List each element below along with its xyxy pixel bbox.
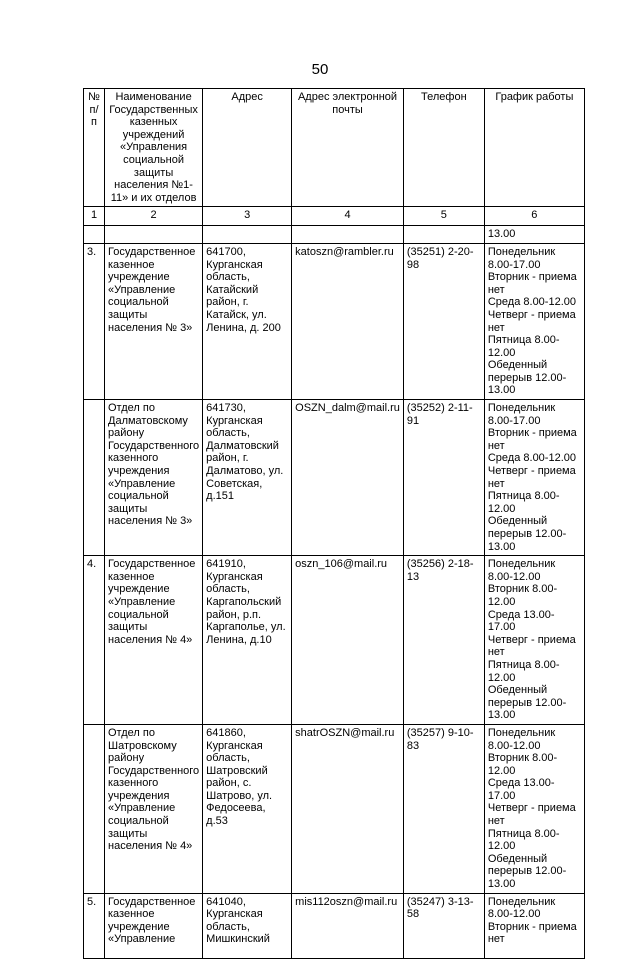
phone: (35257) 9-10-83 — [403, 724, 484, 893]
table-row — [84, 243, 585, 399]
address: 641910, Курганская область, Каргапольский район, р.п. Каргаполье, ул. Ленина, д.10 — [203, 556, 292, 725]
header-address: Адрес — [203, 89, 292, 207]
table-header-row — [84, 89, 585, 207]
schedule-line: Понедельник 8.00-12.00 — [487, 895, 556, 921]
continuation-row — [84, 226, 585, 244]
schedule-line: Обеденный перерыв 12.00-13.00 — [487, 684, 567, 722]
row-number: 4. — [84, 556, 105, 725]
institution-name: Государственное казенное учреждение «Управление социальной защиты населения № 3» — [105, 243, 203, 399]
address: 641730, Курганская область, Далматовский район, г. Далматово, ул. Советская, д.151 — [203, 400, 292, 556]
schedule-line: Четверг - приема нет — [487, 633, 576, 659]
email: katoszn@rambler.ru — [292, 243, 404, 399]
header-email: Адрес электронной почты — [292, 89, 404, 207]
table-row — [84, 556, 585, 725]
email: oszn_106@mail.ru — [292, 556, 404, 725]
address: 641040, Курганская область, Мишкинский — [203, 893, 292, 958]
row-number: 3. — [84, 243, 105, 399]
table-row — [84, 893, 585, 958]
table-row — [84, 724, 585, 893]
row-number — [84, 400, 105, 556]
schedule-line: Четверг - приема нет — [487, 465, 576, 490]
institution-name: Государственное казенное учреждение «Управление социальной защиты населения № 4» — [105, 556, 203, 725]
schedule-line: Четверг - приема нет — [487, 802, 576, 828]
schedule-line: Обеденный перерыв 12.00-13.00 — [487, 359, 567, 397]
column-number: 5 — [403, 207, 484, 226]
institution-name: Отдел по Шатровскому району Государственного казенного учреждения «Управление социальной защиты населения № 4» — [105, 724, 203, 893]
table-body — [84, 243, 585, 958]
schedule-line: Вторник - приема нет — [487, 920, 577, 946]
page-number: 50 — [311, 61, 329, 78]
schedule — [484, 724, 584, 893]
column-number: 4 — [292, 207, 404, 226]
schedule — [484, 556, 584, 725]
address: 641860, Курганская область, Шатровский район, с. Шатрово, ул. Федосеева, д.53 — [203, 724, 292, 893]
row-number — [84, 724, 105, 893]
email: shatrOSZN@mail.ru — [292, 724, 404, 893]
schedule-line: Среда 8.00-12.00 — [487, 296, 576, 309]
schedule-line: Пятница 8.00-12.00 — [487, 490, 560, 515]
header-phone: Телефон — [403, 89, 484, 207]
schedule-line: Среда 13.00-17.00 — [487, 608, 555, 634]
schedule-line: Пятница 8.00-12.00 — [487, 334, 560, 359]
schedule-line: Вторник - приема нет — [487, 271, 577, 296]
institution-name: Отдел по Далматовскому району Государственного казенного учреждения «Управление социальной защиты населения № 3» — [105, 400, 203, 556]
schedule — [484, 893, 584, 958]
address: 641700, Курганская область, Катайский район, г. Катайск, ул. Ленина, д. 200 — [203, 243, 292, 399]
schedule-line: Среда 8.00-12.00 — [487, 452, 576, 465]
column-number-row — [84, 207, 585, 226]
schedule-line: Понедельник 8.00-12.00 — [487, 558, 556, 583]
email: OSZN_dalm@mail.ru — [292, 400, 404, 556]
continuation-schedule: 13.00 — [484, 226, 584, 244]
schedule — [484, 243, 584, 399]
schedule — [484, 400, 584, 556]
phone: (35247) 3-13-58 — [403, 893, 484, 958]
institution-name: Государственное казенное учреждение «Управление — [105, 893, 203, 958]
header-num: № п/п — [84, 89, 105, 207]
column-number: 6 — [484, 207, 584, 226]
email: mis112oszn@mail.ru — [292, 893, 404, 958]
schedule-line: Вторник 8.00-12.00 — [487, 752, 558, 777]
phone: (35252) 2-11-91 — [403, 400, 484, 556]
column-number: 1 — [84, 207, 105, 226]
schedule-line: Вторник - приема нет — [487, 427, 577, 452]
column-number: 3 — [203, 207, 292, 226]
header-name: Наименование Государственных казенных учреждений «Управления социальной защиты населения №1-11» и их отделов — [105, 89, 203, 207]
header-schedule: График работы — [484, 89, 584, 207]
table-row — [84, 400, 585, 556]
row-number: 5. — [84, 893, 105, 958]
schedule-line: Понедельник 8.00-17.00 — [487, 245, 556, 271]
phone: (35256) 2-18-13 — [403, 556, 484, 725]
schedule-line: Пятница 8.00-12.00 — [487, 658, 560, 684]
schedule-line: Четверг - приема нет — [487, 308, 576, 334]
schedule-line: Обеденный перерыв 12.00-13.00 — [487, 852, 567, 891]
schedule-line: Среда 13.00-17.00 — [487, 777, 555, 802]
schedule-line: Вторник 8.00-12.00 — [487, 583, 558, 608]
schedule-line: Понедельник 8.00-17.00 — [487, 402, 556, 427]
column-number: 2 — [105, 207, 203, 226]
schedule-line: Пятница 8.00-12.00 — [487, 827, 560, 853]
phone: (35251) 2-20-98 — [403, 243, 484, 399]
schedule-line: Понедельник 8.00-12.00 — [487, 726, 556, 752]
schedule-line: Обеденный перерыв 12.00-13.00 — [487, 515, 567, 553]
institutions-table — [83, 88, 585, 959]
